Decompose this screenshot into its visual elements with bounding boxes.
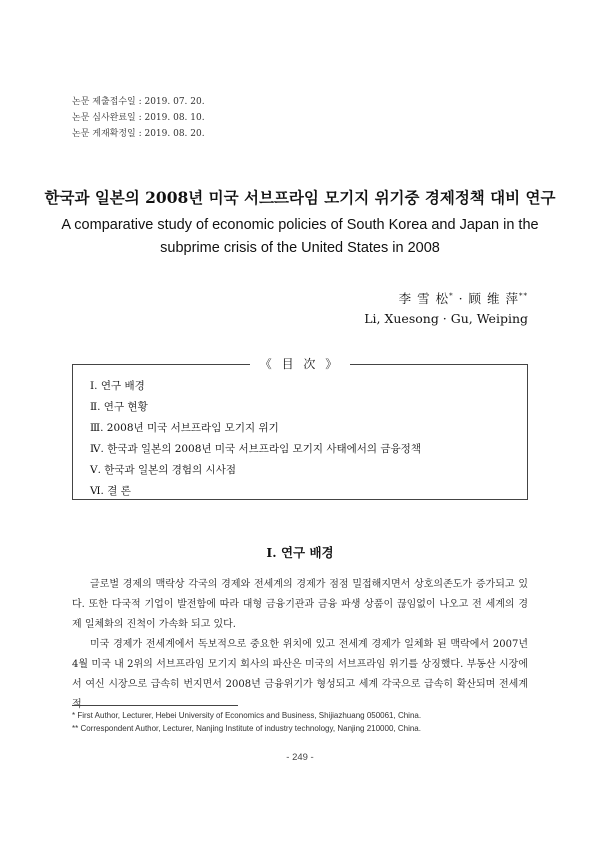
toc-list <box>90 376 421 502</box>
footnotes <box>72 709 532 735</box>
toc-title <box>0 355 600 372</box>
body-text <box>72 575 528 715</box>
toc-item: Ⅴ. 한국과 일본의 경험의 시사점 <box>90 464 236 476</box>
accepted-date: 논문 게재확정일 : 2019. 08. 20. <box>72 129 205 139</box>
author1-name: 李 雪 松 <box>398 291 450 306</box>
footnote-divider <box>72 705 238 706</box>
author-separator: · <box>453 291 469 306</box>
korean-title: 한국과 일본의 2008년 미국 서브프라임 모기지 위기중 경제정책 대비 연구 <box>44 188 556 207</box>
reviewed-date: 논문 심사완료일 : 2019. 08. 10. <box>72 113 205 123</box>
submission-dates <box>72 94 205 142</box>
toc-item: Ⅳ. 한국과 일본의 2008년 미국 서브프라임 모기지 사태에서의 금융정책 <box>90 443 421 455</box>
received-date: 논문 제출접수일 : 2019. 07. 20. <box>72 97 205 107</box>
toc-item: Ⅰ. 연구 배경 <box>90 380 145 392</box>
body-paragraph: 미국 경제가 전세계에서 독보적으로 중요한 위치에 있고 전세계 경제가 일체화 된 맥락에서 2007년 4월 미국 내 2위의 서브프라임 모기지 회사의 파산은 미국의 서브프라임 위기를 상징했다. 부동산 시장에서 여신 시장으로 급속히 번지면서 2008년 금융위기가 형성되고 세계 각국으로 급속히 확산되며 전세계적 <box>72 639 528 710</box>
english-title: A comparative study of economic policies of South Korea and Japan in the subprime crisis of the United States in 2008 <box>61 217 539 256</box>
toc-item: Ⅱ. 연구 현황 <box>90 401 148 413</box>
author2-footnote-mark: ** <box>519 291 528 300</box>
author1-footnote-mark: * <box>449 291 454 300</box>
section-heading: Ⅰ. 연구 배경 <box>266 545 334 560</box>
toc-title-text: 《 目 次 》 <box>250 357 350 371</box>
toc-item: Ⅵ. 결 론 <box>90 485 131 497</box>
footnote-correspondent-author: ** Correspondent Author, Lecturer, Nanjing Institute of industry technology, Nanjing 210000, China. <box>72 724 421 733</box>
authors-latin: Li, Xuesong · Gu, Weiping <box>364 311 528 326</box>
footnote-first-author: * First Author, Lecturer, Hebei University of Economics and Business, Shijiazhuang 050061, China. <box>72 711 422 720</box>
author2-name: 顾 维 萍 <box>468 291 519 306</box>
authors-cjk <box>399 289 528 307</box>
body-paragraph: 글로벌 경제의 맥락상 각국의 경제와 전세계의 경제가 점점 밀접해지면서 상호의존도가 증가되고 있다. 또한 다국적 기업이 발전함에 따라 대형 금융기관과 금융 파생 상품이 끊임없이 나오고 전 세계의 경제 일체화의 진척이 가속화 되고 있다. <box>72 579 528 630</box>
page-number: - 249 - <box>286 752 314 763</box>
toc-item: Ⅲ. 2008년 미국 서브프라임 모기지 위기 <box>90 422 279 434</box>
